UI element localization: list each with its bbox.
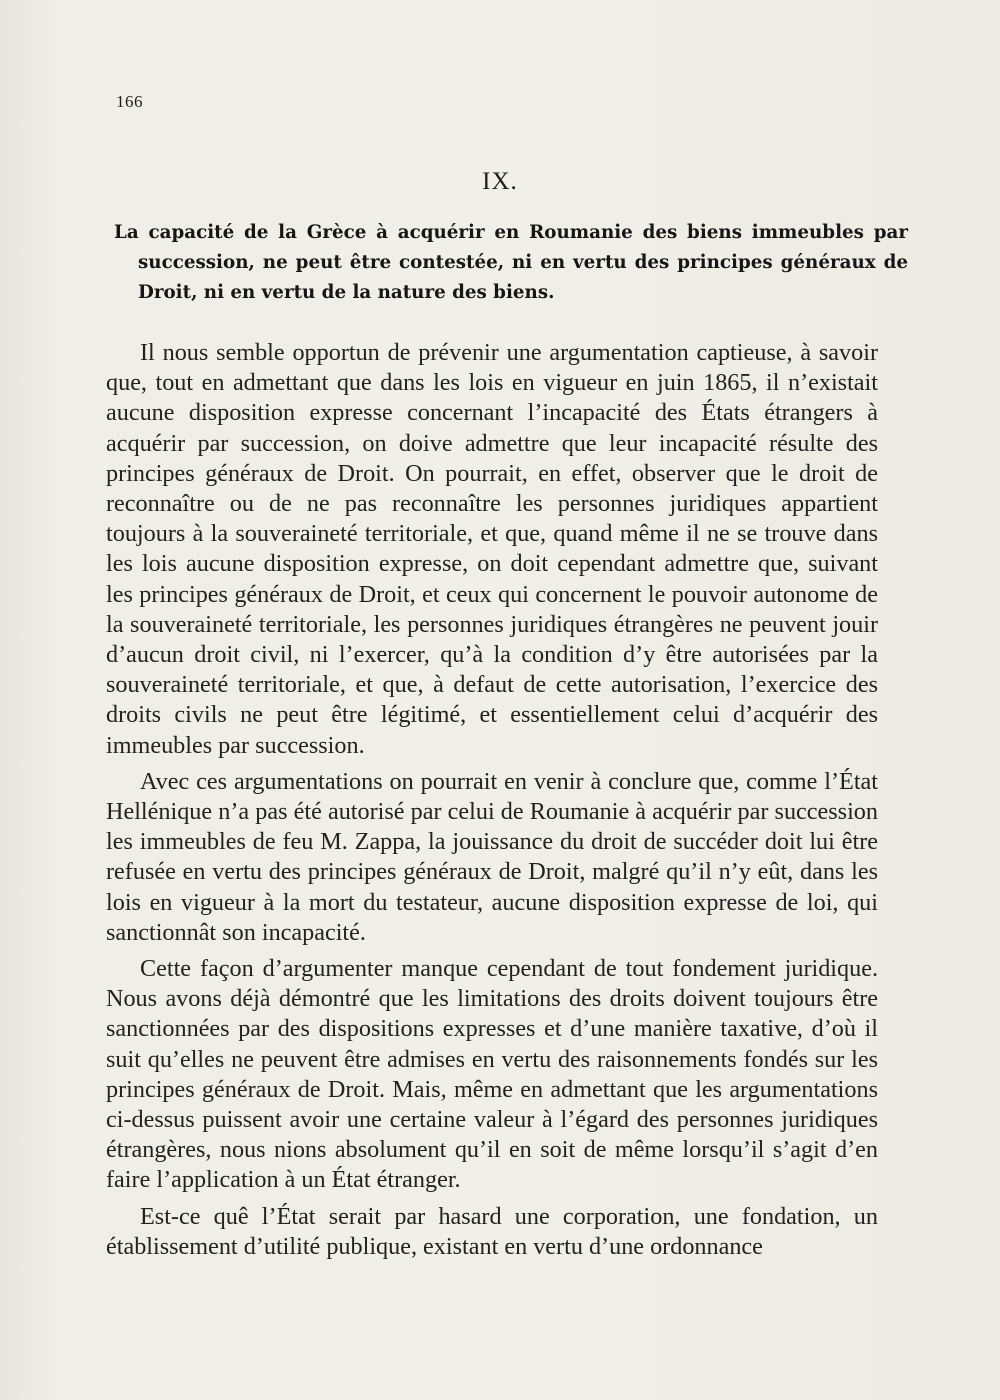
section-heading: La capacité de la Grèce à acquérir en Roumanie des biens immeubles par succession, ne peut être contestée, ni en vertu des principes généraux de Droit, ni en vertu de la nature des biens.: [114, 222, 908, 303]
paragraph: Est-ce quê l’État serait par hasard une corporation, une fondation, un établissement d’utilité publique, existant en vertu d’une ordonnance: [106, 1202, 878, 1260]
body-text: [106, 338, 878, 1268]
paragraph: Il nous semble opportun de prévenir une argumentation captieuse, à savoir que, tout en admettant que dans les lois en vigueur en juin 1865, il n’existait aucune disposition expresse concernant l’incapacité des États étrangers à acquérir par succession, on doive admettre que leur incapacité résulte des principes généraux de Droit. On pourrait, en effet, observer que le droit de reconnaître ou de ne pas reconnaître les personnes juridiques appartient toujours à la souveraineté territoriale, et que, quand même il ne se trouve dans les lois aucune disposition expresse, on doit cependant admettre que, suivant les principes généraux de Droit, et ceux qui concernent le pouvoir autonome de la souveraineté territoriale, les personnes juridiques étrangères ne peuvent jouir d’aucun droit civil, ni l’exercer, qu’à la condition d’y être autorisées par la souveraineté territoriale, et que, à defaut de cette autorisation, l’exercice des droits civils ne peut être légitimé, et essentiellement celui d’acquérir des immeubles par succession.: [106, 339, 878, 759]
section-numeral: IX.: [482, 168, 518, 195]
paragraph: Cette façon d’argumenter manque cependant de tout fondement juridique. Nous avons déjà démontré que les limitations des droits doivent toujours être sanctionnées par des dispositions expresses et d’une manière taxative, d’où il suit qu’elles ne peuvent être admises en vertu des raisonnements fondés sur les principes généraux de Droit. Mais, même en admettant que les argumentations ci-dessus puissent avoir une certaine valeur à l’égard des personnes juridiques étrangères, nous nions absolument qu’il en soit de même lorsqu’il s’agit d’en faire l’application à un État étranger.: [106, 955, 878, 1194]
page-number: 166: [116, 92, 143, 111]
paragraph: Avec ces argumentations on pourrait en venir à conclure que, comme l’État Hellénique n’a pas été autorisé par celui de Roumanie à acquérir par succession les immeubles de feu M. Zappa, la jouissance du droit de succéder doit lui être refusée en vertu des principes généraux de Droit, malgré qu’il n’y eût, dans les lois en vigueur à la mort du testateur, aucune disposition expresse de loi, qui sanctionnât son incapacité.: [106, 767, 878, 946]
